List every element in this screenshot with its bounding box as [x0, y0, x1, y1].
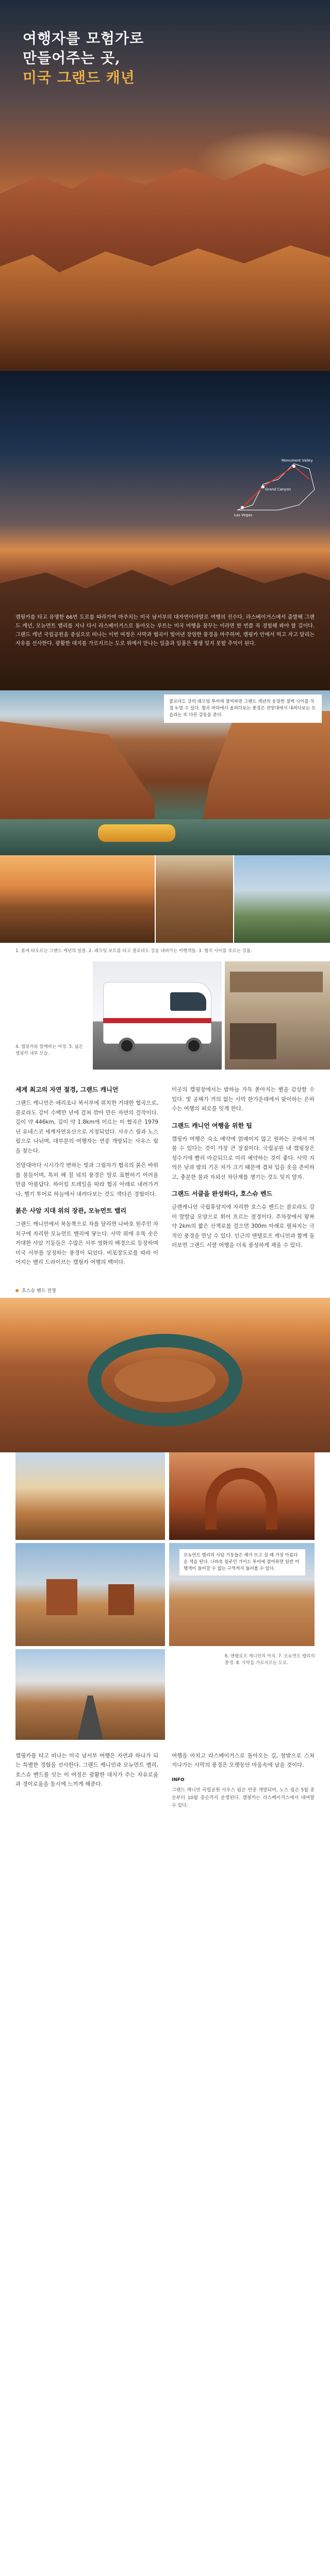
rv-wheel-rear	[186, 1038, 202, 1054]
paragraph-1: 그랜드 캐니언은 애리조나 북서부에 위치한 거대한 협곡으로, 콜로라도 강이 수백만 년에 걸쳐 깎아 만든 자연의 걸작이다. 길이 약 446km, 깊이 약 1.8km에 이르는 이 협곡은 1979년 유네스코 세계자연유산으로 지정되었다. 사우스 림과 노스 림으로 나뉘며, 대부분의 여행자는 연중 개방되는 사우스 림을 찾는다.	[15, 1100, 158, 1154]
river-photo	[0, 690, 330, 855]
raft-boat	[98, 824, 175, 842]
grid-caption: 6. 앤텔로프 캐니언의 아치. 7. 모뉴먼트 밸리의 풍경. 8. 사막을 가로지르는 도로.	[225, 1653, 315, 1666]
paragraph-4: 이곳의 캠핑장에서는 밤하늘 가득 쏟아지는 별을 감상할 수 있다. 빛 공해가 거의 없는 사막 한가운데에서 맞이하는 은하수는 여행의 피로를 잊게 한다.	[172, 1087, 315, 1112]
interior-cabinet-top	[230, 972, 323, 992]
caption-2: 4. 캠핑카와 함께하는 여정. 5. 넓은 캠핑카 내부 모습.	[15, 1044, 83, 1056]
closing-col-right	[172, 1751, 315, 1816]
page-footer-space	[0, 1836, 330, 1856]
article-columns	[0, 1070, 330, 1283]
arch-shape	[205, 1468, 277, 1530]
info-title: INFO	[172, 1777, 185, 1783]
photo-rv	[93, 961, 222, 1070]
route-map	[232, 448, 320, 526]
road	[77, 1696, 103, 1740]
article-col-right	[172, 1085, 315, 1273]
intro-text: 캠핑카를 타고 유명한 66번 도로를 따라가며 마주치는 미국 남서부의 대자연이야말로 여행의 진수다. 라스베이거스에서 출발해 그랜드 캐년, 모뉴먼트 밸리를 지나 다시 라스베이거스로 돌아오는 루트는 미국 여행을 꿈꾸는 이라면 한 번쯤 꼭 경험해 봐야 할 길이다. 그랜드 캐년 국립공원을 중심으로 떠나는 이번 여정은 사막과 협곡이 빚어낸 장엄한 풍경을 마주하며, 캠핑카 안에서 먹고 자고 달리는 자유를 선사한다. 광활한 대지를 가로지르는 도로 위에서 만나는 일출과 일몰은 평생 잊지 못할 추억이 된다.	[15, 615, 315, 647]
photo-sunset-canyon	[0, 855, 155, 943]
river-note: 콜로라도 강의 래프팅 투어에 참여하면 그랜드 캐년의 웅장한 절벽 사이를 직접 누빌 수 있다. 협곡 바닥에서 올려다보는 풍경은 전망대에서 내려다보는 모습과는 또 다른 감동을 준다.	[164, 694, 322, 723]
rv-row	[0, 961, 330, 1070]
hero-photo	[0, 0, 330, 371]
map-label-2: Las Vegas	[234, 513, 252, 517]
heading-monument-valley: 붉은 사암 지대 위의 장관, 모뉴먼트 밸리	[15, 1207, 127, 1214]
photo-canyon-wall	[156, 855, 233, 943]
info-text: 그랜드 캐니언 국립공원 사우스 림은 연중 개방되며, 노스 림은 5월 중순부터 10월 중순까지 운영된다. 캠핑카는 라스베이거스에서 대여할 수 있다.	[172, 1788, 315, 1808]
article-col-left	[15, 1085, 158, 1273]
heading-tips: 그랜드 캐니언 여행을 위한 팁	[172, 1122, 252, 1129]
closing-paragraph-1: 캠핑카를 타고 떠나는 미국 남서부 여행은 자연과 하나가 되는 특별한 경험을 선사한다. 그랜드 캐니언과 모뉴먼트 밸리, 호스슈 벤드를 잇는 이 여정은 광활한 대지가 주는 자유로움과 경이로움을 동시에 느끼게 해준다.	[15, 1752, 158, 1787]
butte-1	[46, 1579, 77, 1615]
photo-horseshoe-bend	[0, 1298, 330, 1452]
rv-body	[103, 982, 211, 1044]
hero-title-line1: 여행자를 모험가로	[23, 30, 144, 47]
bend-rock	[114, 1359, 216, 1402]
captions	[0, 943, 330, 961]
photo-valley	[234, 855, 330, 943]
rv-wheel-front	[119, 1038, 135, 1054]
paragraph-2: 전망대마다 시시각각 변하는 빛과 그림자가 협곡의 붉은 바위를 물들이며, 특히 해 질 녘의 풍경은 말로 표현하기 어려울 만큼 아름답다. 하이킹 트레일을 따라 협곡 아래로 내려가거나, 헬기 투어로 하늘에서 내려다보는 것도 색다른 경험이다.	[15, 1162, 158, 1197]
closing-paragraph-2: 여행을 마치고 라스베이거스로 돌아오는 길, 창밖으로 스쳐 지나가는 사막의 풍경은 오랫동안 마음속에 남을 것이다.	[172, 1752, 315, 1768]
photo-row	[0, 855, 330, 943]
grid-note: 모뉴먼트 밸리의 사암 기둥들은 해가 뜨고 질 때 가장 아름다운 색을 띤다. 나바호 원주민 가이드 투어에 참여하면 일반 여행객이 들어갈 수 없는 구역까지 둘러볼 수 있다.	[179, 1549, 305, 1575]
hero-title-line3: 미국 그랜드 캐년	[23, 69, 135, 86]
map-label-1: Monument Valley	[282, 459, 313, 463]
rv-window	[170, 992, 206, 1011]
bullet-dot	[15, 1289, 19, 1292]
photo-grid	[0, 1452, 330, 1741]
photo-monument-valley	[169, 1543, 315, 1646]
closing-col-left	[15, 1751, 158, 1816]
interior-cabinet-bottom	[230, 1023, 276, 1059]
butte-2	[108, 1584, 134, 1615]
paragraph-5: 캠핑카 여행은 숙소 예약에 얽매이지 않고 원하는 곳에서 머물 수 있다는 것이 가장 큰 장점이다. 국립공원 내 캠핑장은 성수기에 빨리 마감되므로 미리 예약하는 것이 좋다. 사막 지역은 낮과 밤의 기온 차가 크기 때문에 겹쳐 입을 옷을 준비하고, 충분한 물과 자외선 차단제를 챙기는 것도 잊지 말자.	[172, 1136, 315, 1180]
heading-horseshoe: 그랜드 서클을 완성하다, 호스슈 벤드	[172, 1190, 273, 1197]
heading-grand-canyon: 세계 최고의 자연 절경, 그랜드 캐니언	[15, 1086, 119, 1093]
horseshoe-label	[0, 1283, 330, 1298]
sunset-photo	[0, 371, 330, 690]
photo-rv-interior	[225, 961, 330, 1070]
photo-desert-cliffs	[15, 1452, 165, 1540]
horseshoe-label-text: 호스슈 벤드 전경	[22, 1288, 56, 1294]
rv-stripe	[103, 1018, 211, 1023]
article-closing	[0, 1741, 330, 1836]
route-map-svg	[232, 448, 320, 526]
hero-title	[23, 29, 144, 88]
caption-1: 1. 붉게 타오르는 그랜드 캐년의 일몰. 2. 래프팅 보트를 타고 콜로라도 강을 내려가는 여행객들. 3. 협곡 사이를 흐르는 강물.	[15, 948, 252, 954]
hero-title-line2: 만들어주는 곳,	[23, 49, 121, 66]
photo-desert-road	[15, 1649, 165, 1740]
paragraph-3: 그랜드 캐니언에서 북동쪽으로 차를 달리면 나바호 원주민 자치구에 자리한 모뉴먼트 밸리에 닿는다. 사막 위에 우뚝 솟은 거대한 사암 기둥들은 수많은 서부 영화의 배경으로 등장하며 미국 서부를 상징하는 풍경이 되었다. 비포장도로를 따라 이어지는 밸리 드라이브는 캠핑카 여행의 백미다.	[15, 1221, 158, 1265]
photo-arch	[169, 1452, 315, 1540]
paragraph-6: 글렌캐니언 국립휴양지에 자리한 호스슈 벤드는 콜로라도 강이 말발굽 모양으로 휘어 흐르는 절경이다. 주차장에서 왕복 약 2km의 짧은 산책로를 걸으면 300m 아래로 펼쳐지는 극적인 풍경을 만날 수 있다. 인근의 앤텔로프 캐니언과 함께 둘러보면 그랜드 서클 여행을 더욱 풍성하게 채울 수 있다.	[172, 1204, 315, 1248]
map-label-0: Grand Canyon	[265, 487, 291, 492]
photo-buttes	[15, 1543, 165, 1646]
